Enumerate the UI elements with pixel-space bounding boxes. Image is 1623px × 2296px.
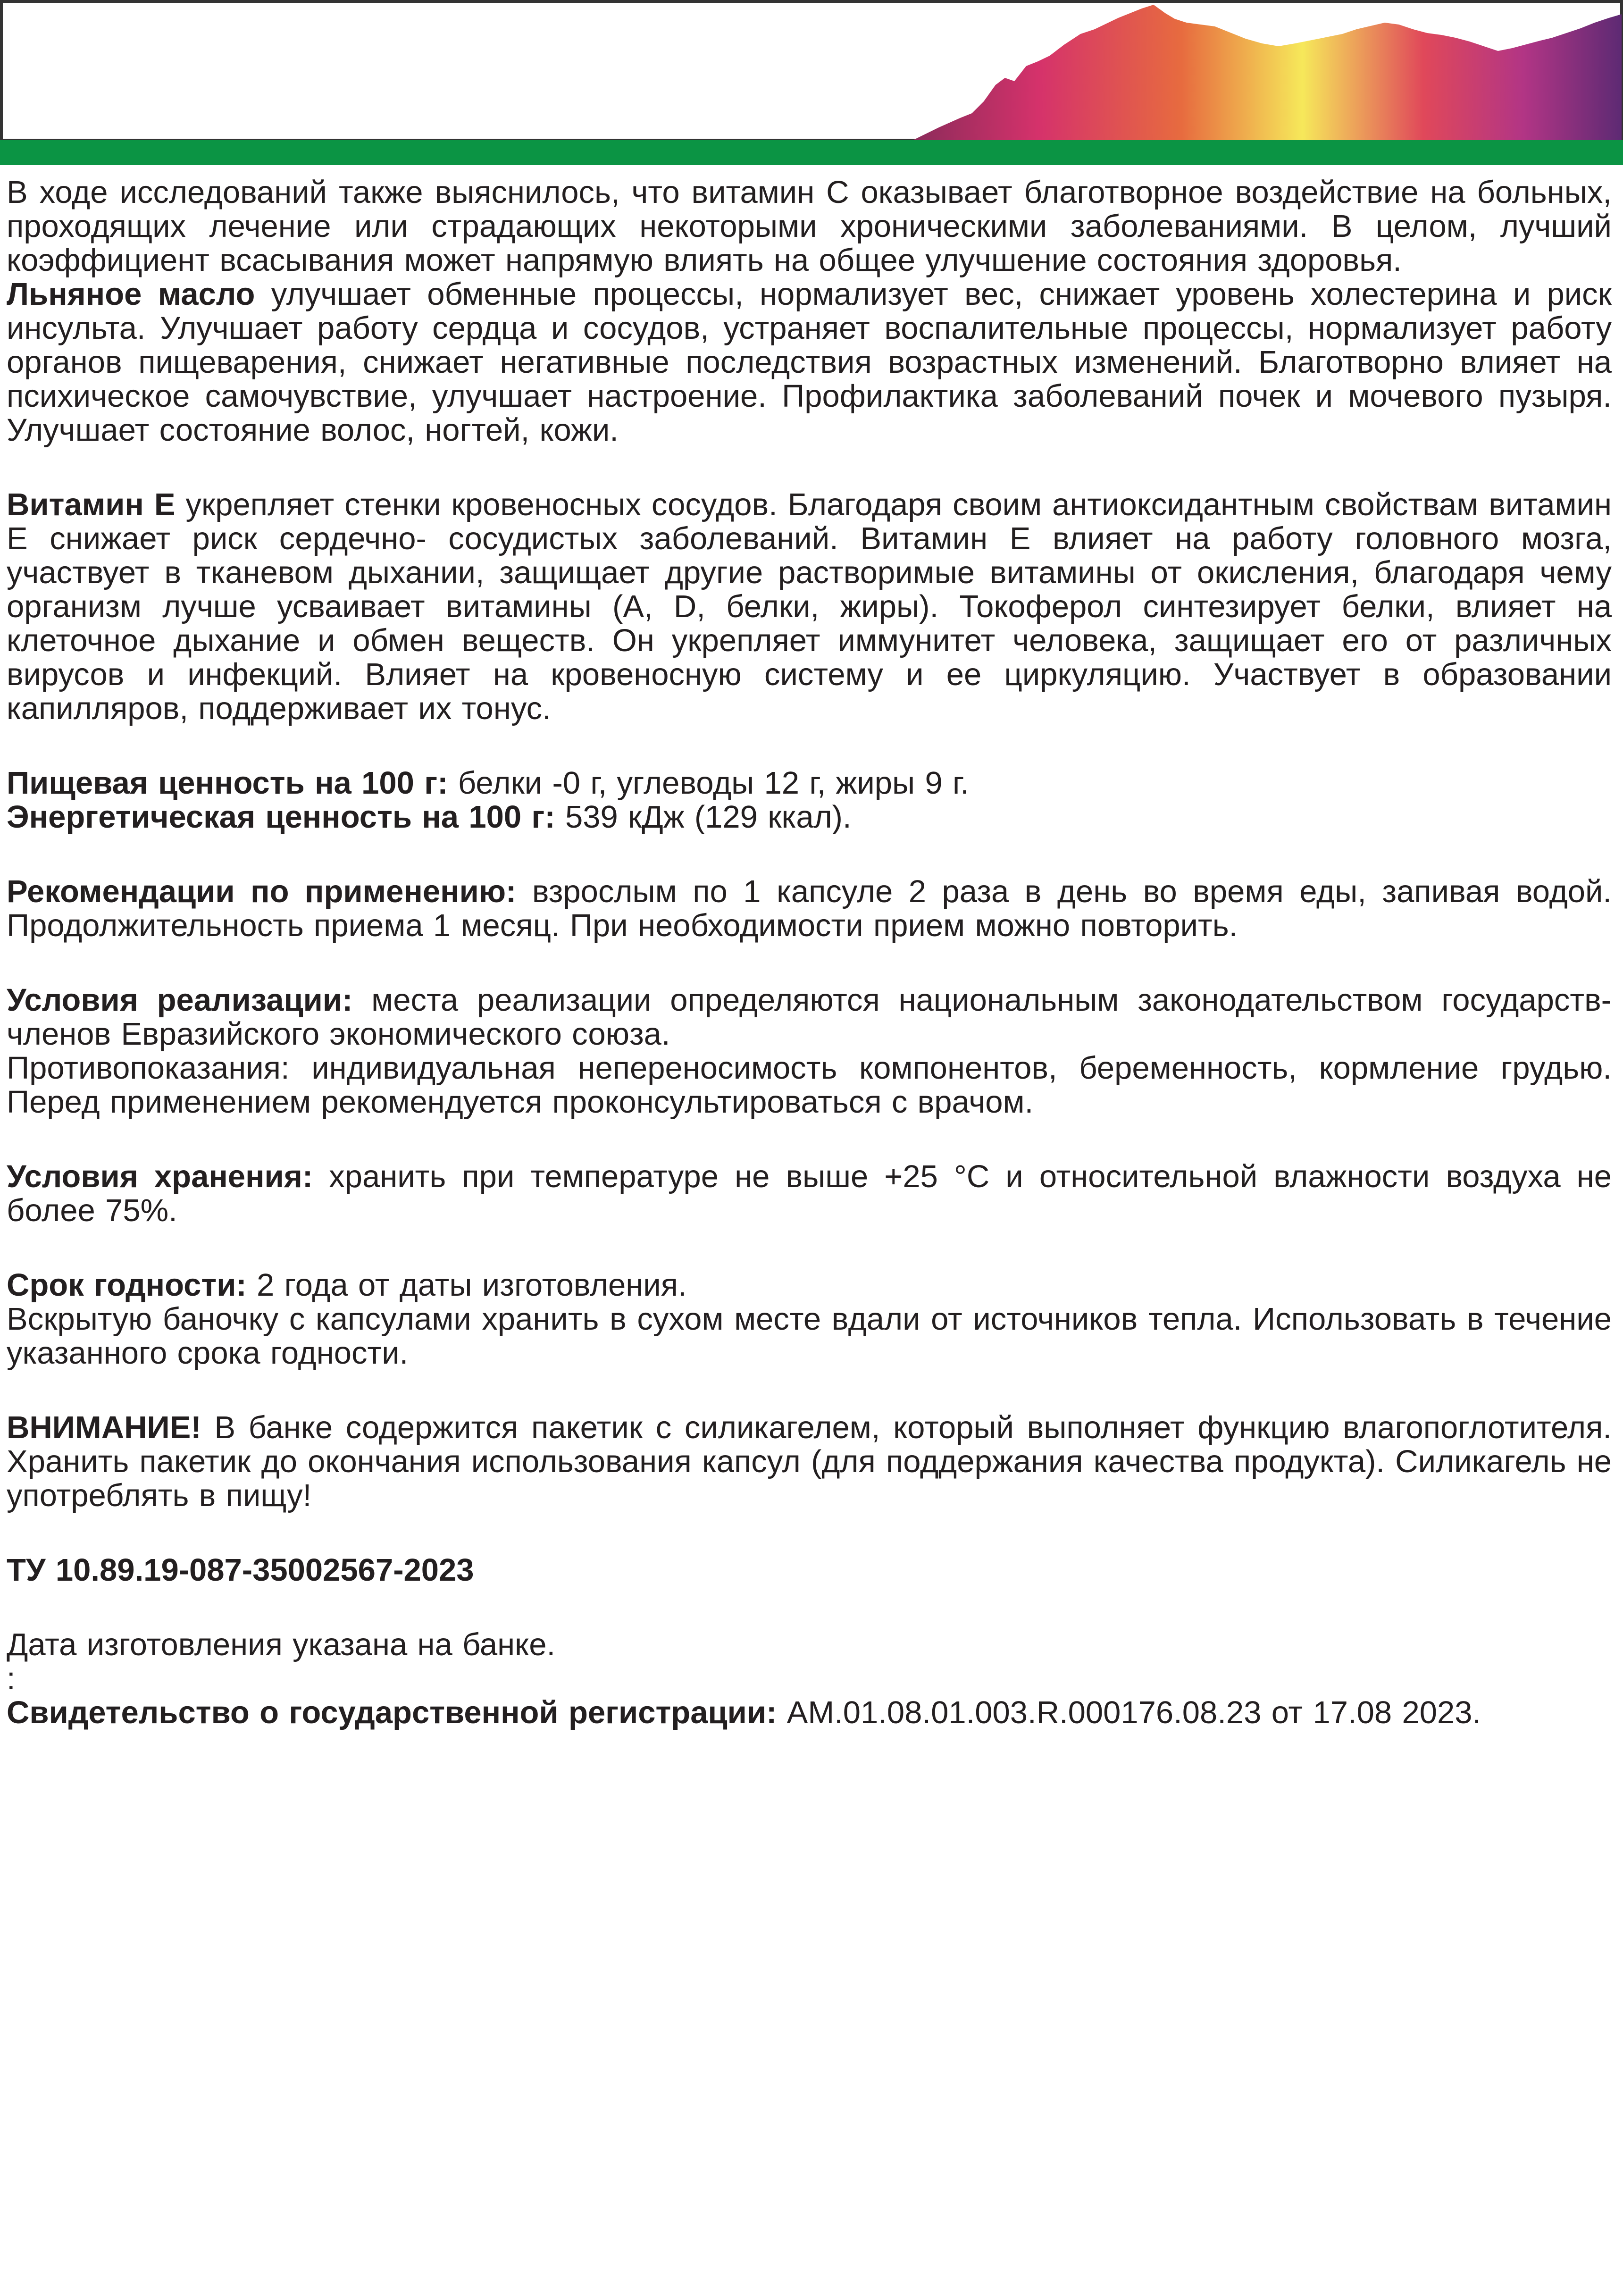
header-banner [0,0,1623,165]
shelf-label: Срок годности: [7,1267,247,1303]
registration-label: Свидетельство о государственной регистрации: [7,1695,777,1730]
sale-conditions [7,983,1612,1051]
energy-label: Энергетическая ценность на 100 г: [7,799,555,835]
warning-label: ВНИМАНИЕ! [7,1410,201,1445]
registration-text: AM.01.08.01.003.R.000176.08.23 от 17.08 2023. [777,1695,1481,1730]
vitamin-e-text: укрепляет стенки кровеносных сосудов. Благодаря своим антиоксидантным свойствам витамин Е снижает риск сердечно- сосудистых заболеваний. Витамин Е влияет на работу головного мозга, участвует в тканевом дыхании, защищает другие растворимые витамины от окисления, благодаря чему организм лучше усваивает витамины (А, D, белки, жиры). Токоферол синтезирует белки, влияет на клеточное дыхание и обмен веществ. Он укрепляет иммунитет человека, защищает его от различных вирусов и инфекций. Влияет на кровеносную систему и ее циркуляцию. Участвует в образовании капилляров, поддерживает их тонус. [7,487,1612,726]
warning [7,1411,1612,1513]
contraindications: Противопоказания: индивидуальная непереносимость компонентов, беременность, кормление грудью. Перед применением рекомендуется проконсультироваться с врачом. [7,1050,1612,1120]
nutrition-value [7,766,1612,800]
energy-text: 539 кДж (129 ккал). [555,799,852,835]
vitamin-c-paragraph: В ходе исследований также выяснилось, что витамин С оказывает благотворное воздействие на больных, проходящих лечение или страдающих некоторыми хроническими заболеваниями. В целом, лучший коэффициент всасывания может напрямую влиять на общее улучшение состояния здоровья. [7,175,1612,278]
colon-line: : [7,1661,16,1696]
mountain-banner-graphic [0,0,1623,165]
sale-label: Условия реализации: [7,982,353,1018]
storage-label: Условия хранения: [7,1159,313,1194]
vitamin-e-paragraph [7,488,1612,726]
flaxseed-oil-paragraph [7,277,1612,447]
nutrition-text: белки -0 г, углеводы 12 г, жиры 9 г. [448,765,969,801]
registration-certificate [7,1696,1612,1730]
energy-value [7,800,1612,834]
usage-recommendations [7,875,1612,943]
storage-conditions [7,1160,1612,1228]
usage-label: Рекомендации по применению: [7,874,517,909]
usage-text: взрослым по 1 капсуле 2 раза в день во время еды, запивая водой. Продолжительность приема 1 месяц. При необходимости прием можно повторить. [7,874,1612,943]
shelf-text: 2 года от даты изготовления. [246,1267,687,1303]
flaxseed-oil-text: улучшает обменные процессы, нормализует вес, снижает уровень холестерина и риск инсульта. Улучшает работу сердца и сосудов, устраняет воспалительные процессы, нормализует работу органов пищеварения, снижает негативные последствия возрастных изменений. Благотворно влияет на психическое самочувствие, улучшает настроение. Профилактика заболеваний почек и мочевого пузыря. Улучшает состояние волос, ногтей, кожи. [7,277,1612,448]
storage-text: хранить при температуре не выше +25 °С и относительной влажности воздуха не более 75%. [7,1159,1612,1228]
shelf-life [7,1268,1612,1302]
vitamin-e-label: Витамин Е [7,487,176,522]
nutrition-label: Пищевая ценность на 100 г: [7,765,448,801]
technical-spec: ТУ 10.89.19-087-35002567-2023 [7,1552,474,1588]
flaxseed-oil-label: Льняное масло [7,277,255,312]
warning-text: В банке содержится пакетик с силикагелем, который выполняет функцию влагопоглотителя. Хранить пакетик до окончания использования капсул (для поддержания качества продукта). Силикагель не употреблять в пищу! [7,1410,1612,1513]
manufacture-date: Дата изготовления указана на банке. [7,1627,556,1662]
green-bar [0,140,1623,165]
opened-jar-storage: Вскрытую баночку с капсулами хранить в сухом месте вдали от источников тепла. Использовать в течение указанного срока годности. [7,1301,1612,1371]
product-description [7,176,1612,1730]
sale-text: места реализации определяются национальным законодательством государств-членов Евразийского экономического союза. [7,982,1612,1052]
